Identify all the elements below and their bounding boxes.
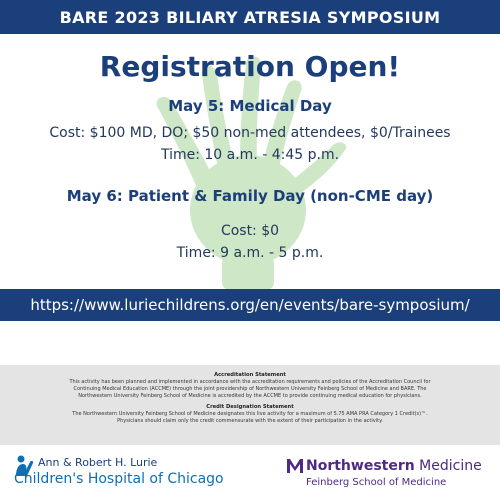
lurie-name-line1: Ann & Robert H. Lurie bbox=[38, 456, 158, 469]
accreditation-line: Northwestern University Feinberg School of Medicine is accredited by the ACCME to provide continuing medical education for physicians. bbox=[78, 393, 422, 399]
northwestern-medicine-logo bbox=[287, 458, 492, 494]
credit-line: The Northwestern University Feinberg School of Medicine designates this live activity for a maximum of 5.75 AMA PRA Category 1 Credit(s)™. bbox=[72, 411, 428, 417]
accreditation-line: Continuing Medical Education (ACCME) through the joint providership of Northwestern University Feinberg School of Medicine and BARE. The bbox=[73, 386, 427, 392]
nm-name-line2: Feinberg School of Medicine bbox=[306, 477, 447, 488]
event-url-link[interactable]: https://www.luriechildrens.org/en/events/bare-symposium/ bbox=[30, 296, 470, 314]
credit-line: Physicians should claim only the credit commensurate with the extent of their participation in the activity. bbox=[117, 418, 383, 424]
day1-cost: Cost: $100 MD, DO; $50 non-med attendees, $0/Trainees bbox=[49, 125, 451, 141]
banner-title: BARE 2023 BILIARY ATRESIA SYMPOSIUM bbox=[59, 7, 441, 27]
day1-time: Time: 10 a.m. - 4:45 p.m. bbox=[160, 147, 340, 163]
nm-name-rest: Medicine bbox=[414, 458, 482, 474]
lurie-name-line2: Children's Hospital of Chicago bbox=[14, 471, 224, 487]
day2-title: May 6: Patient & Family Day (non-CME day) bbox=[66, 187, 434, 205]
event-url-bar[interactable] bbox=[0, 289, 500, 321]
nm-name-bold: Northwestern bbox=[306, 458, 415, 474]
northwestern-n-icon bbox=[287, 459, 303, 473]
day1-title: May 5: Medical Day bbox=[168, 97, 332, 115]
nm-name-line1 bbox=[306, 458, 482, 474]
accreditation-heading: Accreditation Statement bbox=[214, 372, 286, 378]
lurie-childrens-logo bbox=[14, 452, 224, 492]
top-banner bbox=[0, 0, 500, 34]
credit-heading: Credit Designation Statement bbox=[206, 404, 294, 410]
page-title: Registration Open! bbox=[99, 50, 401, 83]
accreditation-box bbox=[0, 365, 500, 445]
day2-cost: Cost: $0 bbox=[220, 223, 280, 239]
day2-time: Time: 9 a.m. - 5 p.m. bbox=[176, 245, 324, 261]
accreditation-line: This activity has been planned and implemented in accordance with the accreditation requirements and policies of the Accreditation Council for bbox=[69, 379, 431, 385]
